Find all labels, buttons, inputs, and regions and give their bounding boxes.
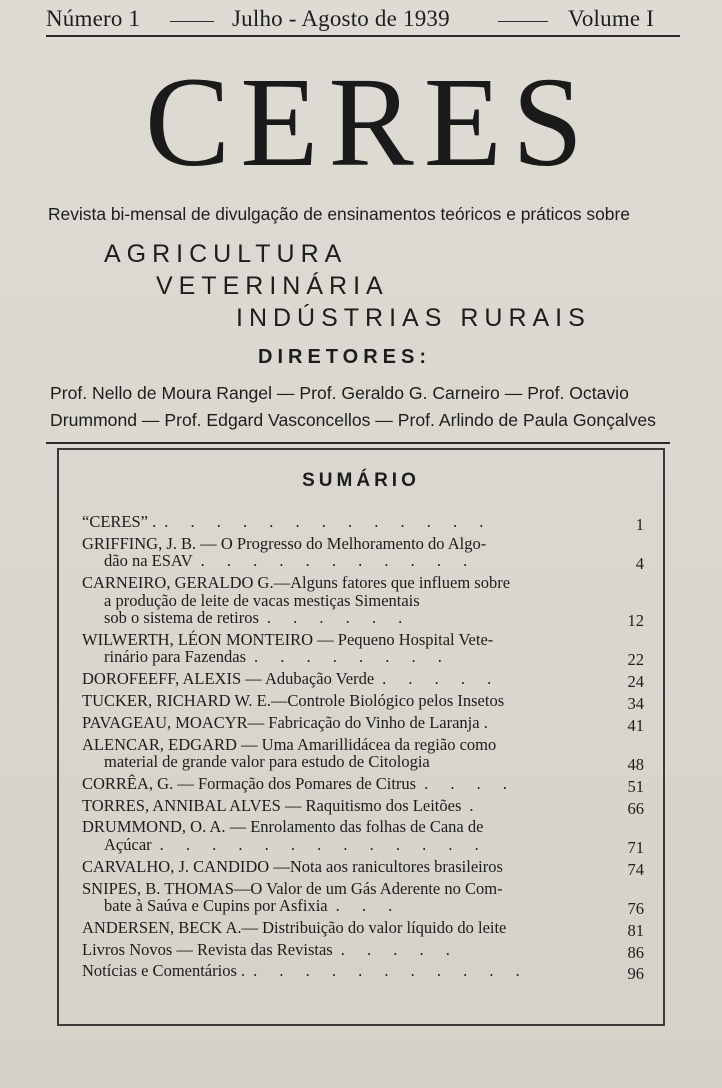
toc-page-number: 48 xyxy=(627,755,644,775)
issue-dash-right xyxy=(498,21,548,22)
toc-page-number: 96 xyxy=(627,964,644,984)
toc-entry-line xyxy=(82,648,608,666)
toc-entry xyxy=(82,690,648,713)
toc-entry-text: material de grande valor para estudo de Citologia xyxy=(104,752,430,772)
toc-entry-text: WILWERTH, LÉON MONTEIRO — Pequeno Hospital Vete- xyxy=(82,629,494,649)
toc-entry-line xyxy=(82,552,608,570)
toc-entry-line xyxy=(82,836,608,854)
toc-entry-line xyxy=(82,609,608,627)
toc-entry-line xyxy=(82,592,608,610)
toc-entry-text: CARNEIRO, GERALDO G.—Alguns fatores que influem sobre xyxy=(82,573,511,593)
toc-entry-line xyxy=(82,736,608,754)
toc-entry-line xyxy=(82,858,608,876)
toc-entry-line xyxy=(82,574,608,592)
issue-number: Número 1 xyxy=(46,6,141,31)
toc-entry-line xyxy=(82,818,608,836)
issue-date: Julho - Agosto de 1939 xyxy=(232,6,450,31)
toc-entry xyxy=(82,773,648,796)
toc-entry-text: a produção de leite de vacas mestiças Simentais xyxy=(104,590,420,610)
toc-page-number: 66 xyxy=(627,798,644,818)
toc-entry-line xyxy=(82,513,608,531)
toc-entry-text: Açúcar xyxy=(104,834,152,854)
toc-entry xyxy=(82,878,648,919)
toc-entry-text: CORRÊA, G. — Formação dos Pomares de Citrus xyxy=(82,773,417,793)
toc-entry-line xyxy=(82,753,608,771)
toc-entry xyxy=(82,961,648,984)
toc-leader-dots: . . . . . . . . . . . . . xyxy=(164,512,493,531)
toc-leader-dots: . . . . . . xyxy=(266,608,412,628)
toc-page-number: 81 xyxy=(627,920,644,940)
toc-entry-line xyxy=(82,775,608,793)
subject-agricultura: AGRICULTURA xyxy=(104,240,348,268)
toc-entry-text: ANDERSEN, BECK A.— Distribuição do valor líquido do leite xyxy=(82,917,507,937)
toc-page-number: 1 xyxy=(635,515,644,534)
toc-entry-text: DRUMMOND, O. A. — Enrolamento das folhas de Cana de xyxy=(82,817,484,837)
toc-entry-text: Notícias e Comentários . xyxy=(82,961,246,981)
header-rule xyxy=(46,35,680,37)
subject-veterinaria: VETERINÁRIA xyxy=(156,272,389,300)
toc-leader-dots: . . . . . xyxy=(340,939,459,959)
toc-entry-line xyxy=(82,692,608,710)
toc-entry-text: bate à Saúva e Cupins por Asfixia xyxy=(104,896,328,916)
toc-leader-dots: . . . . xyxy=(424,773,516,793)
toc-entry xyxy=(82,712,648,735)
issue-line xyxy=(46,4,680,34)
toc-entry-line xyxy=(82,631,608,649)
toc-leader-dots: . . . . . . . . . . . xyxy=(200,551,477,571)
directors-heading: DIRETORES: xyxy=(258,346,431,368)
directors-line-2: Drummond — Prof. Edgard Vasconcellos — Prof. Arlindo de Paula Gonçalves xyxy=(50,410,656,430)
toc-entry-text: PAVAGEAU, MOACYR— Fabricação do Vinho de Laranja . xyxy=(82,712,488,732)
subject-industrias: INDÚSTRIAS RURAIS xyxy=(236,304,591,332)
toc-page-number: 51 xyxy=(627,776,644,796)
toc-entry xyxy=(82,629,648,670)
toc-page-number: 22 xyxy=(627,650,644,670)
toc-entry-line xyxy=(82,962,608,980)
toc-leader-dots: . xyxy=(469,795,483,815)
journal-title: CERES xyxy=(144,51,594,193)
toc-entry xyxy=(82,512,648,534)
toc-entry xyxy=(82,533,648,574)
section-rule xyxy=(46,442,670,444)
toc-entry-text: Livros Novos — Revista das Revistas xyxy=(82,939,333,959)
toc-entry-text: SNIPES, B. THOMAS—O Valor de um Gás Aderente no Com- xyxy=(82,878,503,898)
toc-entry-text: DOROFEEFF, ALEXIS — Adubação Verde xyxy=(82,669,375,689)
toc-entry-text: TORRES, ANNIBAL ALVES — Raquitismo dos Leitões xyxy=(82,795,462,815)
toc-entry-line xyxy=(82,880,608,898)
issue-volume: Volume I xyxy=(568,6,655,31)
toc-entry-text: ALENCAR, EDGARD — Uma Amarillidácea da região como xyxy=(82,734,497,754)
toc-page-number: 86 xyxy=(627,942,644,962)
toc-page-number: 12 xyxy=(627,611,644,631)
summary-title: SUMÁRIO xyxy=(302,470,420,491)
tagline: Revista bi-mensal de divulgação de ensinamentos teóricos e práticos sobre xyxy=(48,204,630,224)
toc-page-number: 76 xyxy=(627,899,644,919)
toc-page-number: 24 xyxy=(627,672,644,692)
toc-entry-line xyxy=(82,670,608,688)
toc-leader-dots: . . . . . . . . . . . xyxy=(253,961,529,981)
toc-entry-line xyxy=(82,919,608,937)
toc-entry-line xyxy=(82,941,608,959)
toc-entry-text: TUCKER, RICHARD W. E.—Controle Biológico pelos Insetos xyxy=(82,690,505,710)
toc-page-number: 71 xyxy=(627,837,644,857)
toc-entry xyxy=(82,817,648,857)
toc-entry-text: CARVALHO, J. CANDIDO —Nota aos ranicultores brasileiros xyxy=(82,856,503,876)
toc-leader-dots: . . . . . . . . . . . . . xyxy=(159,834,488,854)
toc-entry-line xyxy=(82,797,608,815)
toc-entry-line xyxy=(82,714,608,732)
toc-leader-dots: . . . xyxy=(335,896,402,916)
directors-list xyxy=(50,380,690,434)
toc-entry-text: dão na ESAV xyxy=(104,551,193,571)
toc-entry xyxy=(82,795,648,818)
toc-entry xyxy=(82,573,648,631)
issue-dash-left xyxy=(170,21,214,22)
toc-entry-line xyxy=(82,897,608,915)
toc-page-number: 34 xyxy=(627,693,644,713)
toc-entry-text: rinário para Fazendas xyxy=(104,647,247,667)
toc-entry-text: “CERES” . xyxy=(82,512,157,531)
toc-entry-text: sob o sistema de retiros xyxy=(104,608,259,628)
toc-entry xyxy=(82,669,648,692)
toc-page-number: 41 xyxy=(627,715,644,735)
toc-entry xyxy=(82,939,648,962)
directors-line-1: Prof. Nello de Moura Rangel — Prof. Geraldo G. Carneiro — Prof. Octavio xyxy=(50,383,629,403)
toc-entry xyxy=(82,734,648,775)
toc-entry-line xyxy=(82,535,608,553)
toc-page-number: 74 xyxy=(627,859,644,879)
toc-entry xyxy=(82,856,648,879)
toc-entry xyxy=(82,917,648,940)
toc-leader-dots: . . . . . xyxy=(382,669,501,689)
table-of-contents xyxy=(82,513,648,984)
toc-entry-text: GRIFFING, J. B. — O Progresso do Melhoramento do Algo- xyxy=(82,533,487,553)
toc-leader-dots: . . . . . . . . xyxy=(254,647,451,667)
toc-page-number: 4 xyxy=(635,554,644,574)
